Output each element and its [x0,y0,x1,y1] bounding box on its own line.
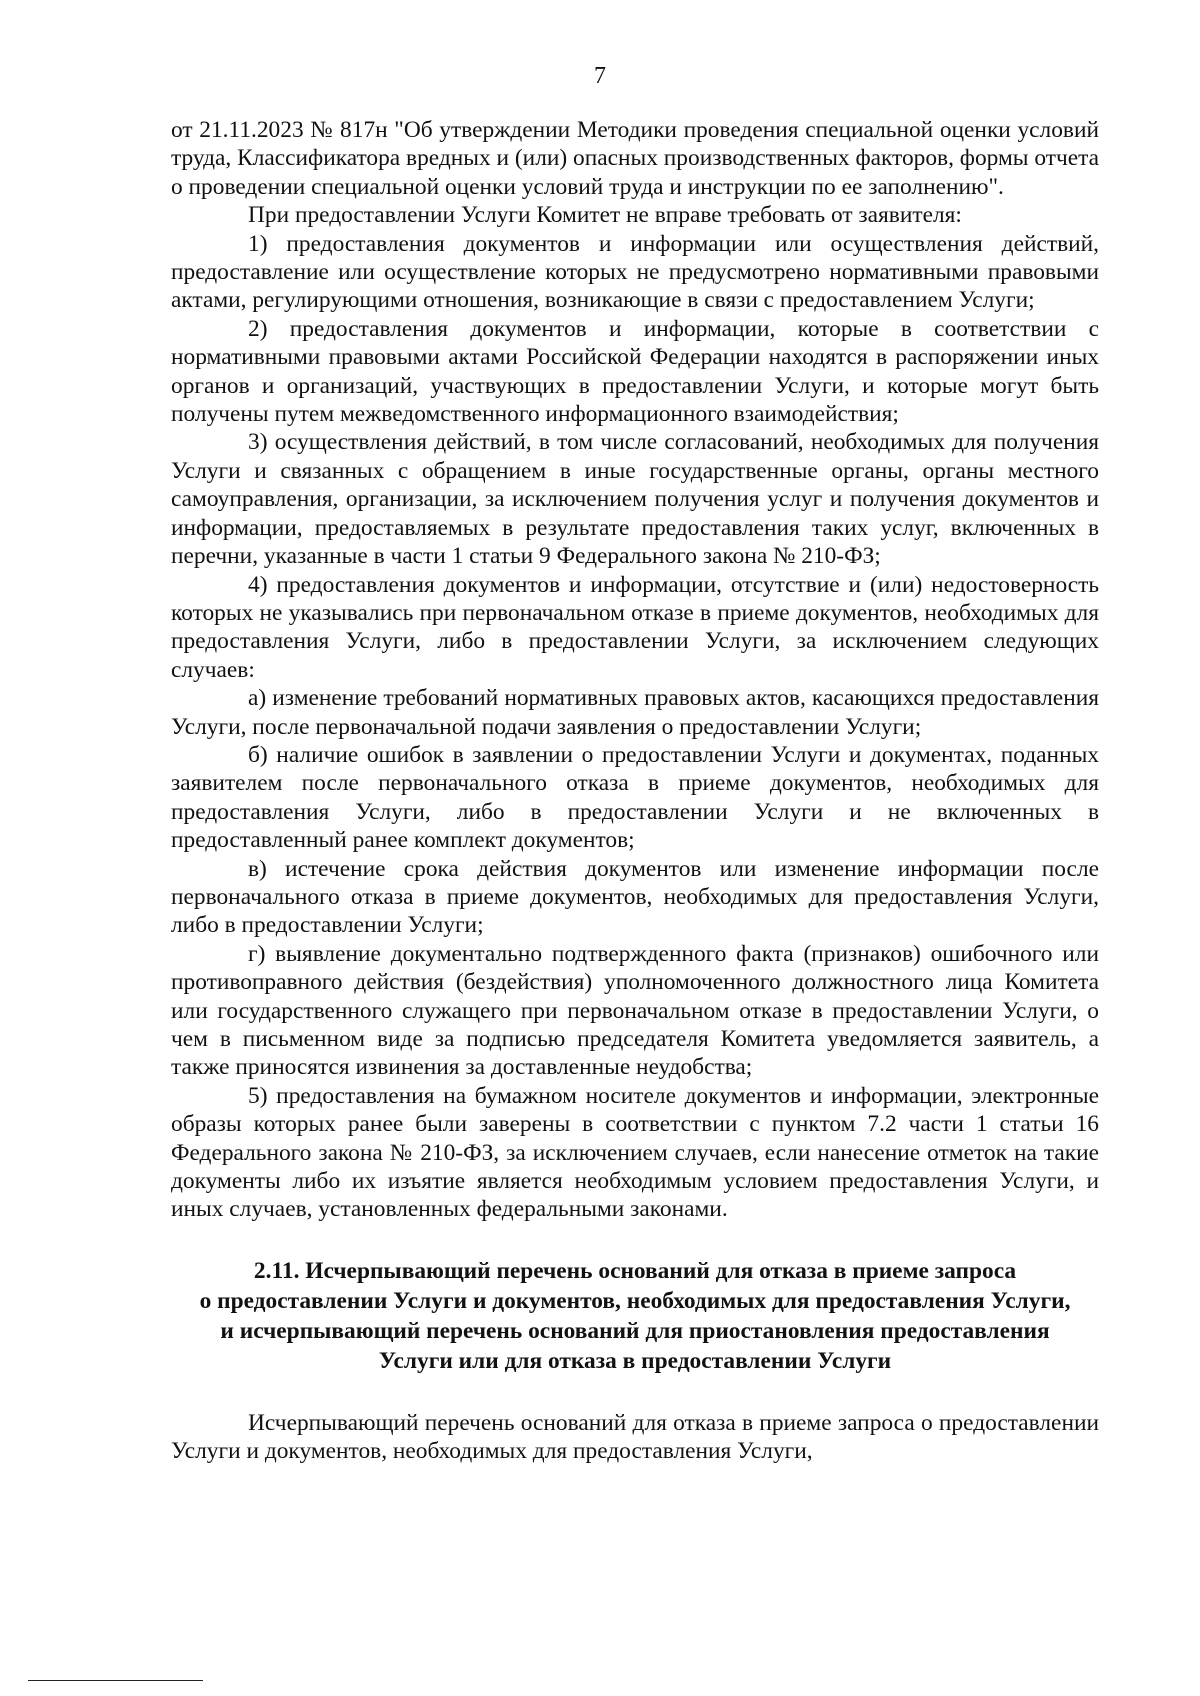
list-item-1: 1) предоставления документов и информации или осуществления действий, предоставление или осуществление которых не предусмотрено нормативными правовыми актами, регулирующими отношения, возникающие в связи с предоставлением Услуги; [171,230,1099,314]
list-item-2: 2) предоставления документов и информации, которые в соответствии с нормативными правовыми актами Российской Федерации находятся в распоряжении иных органов и организаций, участвующих в предоставлении Услуги, и которые могут быть получены путем межведомственного информационного взаимодействия; [171,315,1099,428]
list-subitem-b: б) наличие ошибок в заявлении о предоставлении Услуги и документах, поданных заявителем после первоначального отказа в приеме документов, необходимых для предоставления Услуги, либо в предоставлении Услуги и не включенных в предоставленный ранее комплект документов; [171,741,1099,854]
document-body [171,116,1099,1466]
paragraph-intro-restrictions: При предоставлении Услуги Комитет не вправе требовать от заявителя: [248,202,962,229]
list-subitem-g: г) выявление документально подтвержденного факта (признаков) ошибочного или противоправного действия (бездействия) уполномоченного должностного лица Комитета или государственного служащего при первоначальном отказе в предоставлении Услуги, о чем в письменном виде за подписью председателя Комитета уведомляется заявитель, а также приносятся извинения за доставленные неудобства; [171,940,1099,1081]
section-heading-line: Услуги или для отказа в предоставлении Услуги [378,1347,892,1374]
section-heading [171,1256,1099,1376]
section-body-paragraph: Исчерпывающий перечень оснований для отказа в приеме запроса о предоставлении Услуги и документов, необходимых для предоставления Услуги, [171,1409,1099,1465]
list-subitem-v: в) истечение срока действия документов или изменение информации после первоначального отказа в приеме документов, необходимых для предоставления Услуги, либо в предоставлении Услуги; [171,855,1099,939]
paragraph-order-reference: от 21.11.2023 № 817н "Об утверждении Методики проведения специальной оценки условий труда, Классификатора вредных и (или) опасных производственных факторов, формы отчета о проведении специальной оценки условий труда и инструкции по ее заполнению". [171,117,1099,200]
section-heading-line: 2.11. Исчерпывающий перечень оснований для отказа в приеме запроса [253,1257,1017,1284]
footnote-divider [28,1680,203,1681]
list-item-4: 4) предоставления документов и информации, отсутствие и (или) недостоверность которых не указывались при первоначальном отказе в приеме документов, необходимых для предоставления Услуги, либо в предоставлении Услуги, за исключением следующих случаев: [171,571,1099,683]
list-subitem-a: а) изменение требований нормативных правовых актов, касающихся предоставления Услуги, после первоначальной подачи заявления о предоставлении Услуги; [171,685,1099,740]
list-item-3: 3) осуществления действий, в том числе согласований, необходимых для получения Услуги и связанных с обращением в иные государственные органы, органы местного самоуправления, организации, за исключением получения услуг и получения документов и информации, предоставляемых в результате предоставления таких услуг, включенных в перечни, указанные в части 1 статьи 9 Федерального закона № 210-ФЗ; [171,429,1099,570]
section-heading-line: о предоставлении Услуги и документов, необходимых для предоставления Услуги, [199,1287,1071,1314]
section-heading-line: и исчерпывающий перечень оснований для приостановления предоставления [220,1317,1050,1344]
page-number: 7 [594,63,606,89]
list-item-5: 5) предоставления на бумажном носителе документов и информации, электронные образы которых ранее были заверены в соответствии с пунктом 7.2 части 1 статьи 16 Федерального закона № 210-ФЗ, за исключением случаев, если нанесение отметок на такие документы либо их изъятие является необходимым условием предоставления Услуги, и иных случаев, установленных федеральными законами. [171,1082,1099,1223]
